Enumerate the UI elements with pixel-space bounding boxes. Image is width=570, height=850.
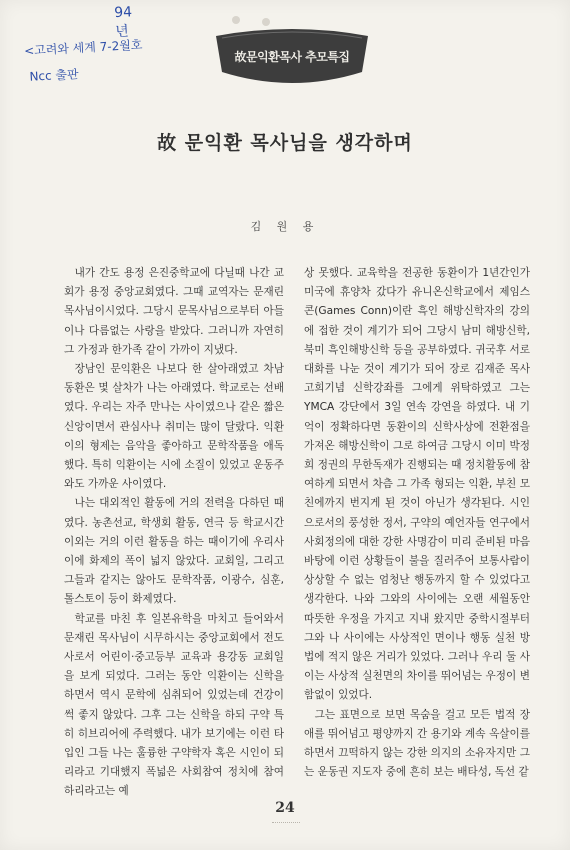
handnote-line: Ncc 출판: [29, 67, 79, 84]
paragraph: 그는 표면으로 보면 목숨을 걸고 모든 법적 장애를 뛰어넘고 평양까지 간 용기와 계속 옥살이를 하면서 끄떡하지 않는 강한 의지의 소유자지만 그는 운동권 지도자 중에 흔히 보는 배타성, 독선 같: [304, 708, 530, 779]
paragraph: 상 못했다. 교육학을 전공한 동환이가 1년간인가 미국에 휴양차 갔다가 유니온신학교에서 제임스 콘(Games Conn)이란 흑인 해방신학자의 강의에 접한 것이 계기가 되어 그당시 남미 해방신학, 북미 흑인해방신학 등을 공부하였다. 귀국후 서로 대화를 나눈 것이 계기가 되어 장로 김재준 목사 고희기념 신학강좌를 그에게 위탁하였고 그는 YMCA 강단에서 3일 연속 강연을 하였다. 내 기억이 정확하다면 동환이의 신학사상에 전환점을 가져온 해방신학이 그로 하여금 그당시 이미 박정희 정권의 무한독재가 진행되는 때 정치활동에 참여하게 되면서 차츰 그 가족 형되는 익환, 부친 모친에까지 번지게 된 것이 아닌가 생각된다. 시인으로서의 풍성한 정서, 구약의 예언자들 연구에서 사회정의에 대한 강한 사명감이 미리 준비된 마음바탕에 이런 상황들이 불을 질러주어 보통사람이 상상할 수 없는 엄청난 행동까지 할 수 있었다고 생각한다. 나와 그와의 사이에는 오랜 세월동안 따뜻한 우정을 가지고 지내 왔지만 중학시절부터 그와 나 사이에는 사상적인 면이나 행동 실천 방법에 적지 않은 거리가 있었다. 그러나 우리 둘 사이는 사상적 실천면의 차이를 뛰어넘는 우정이 변함없이 있었다.: [304, 267, 530, 702]
handnote-line: <고려와 세계 7-2월호: [23, 37, 143, 58]
paragraph: 학교를 마친 후 일본유학을 마치고 들어와서 문재린 목사님이 시무하시는 중앙교회에서 전도사로서 어린이·중고등부 교육과 용강동 교회일을 보게 되었다. 그러는 동안 익환이는 신학을 하면서 역시 문학에 심취되어 있었는데 건강이 썩 좋지 않았다. 그후 그는 신학을 하되 구약 특히 히브리어에 주력했다. 내가 보기에는 이런 타입인 그들 나는 훌륭한 구약학자 혹은 시인이 되리라고 기대했지 폭넓은 사회참여 정치에 참여하리라고는 예: [64, 612, 284, 798]
footer-mark: [272, 822, 300, 833]
banner-label: 故문익환목사 추모특집: [234, 50, 350, 64]
paragraph: 장남인 문익환은 나보다 한 살아래였고 차남 동환은 몇 살차가 나는 아래였다. 학교로는 선배였다. 우리는 자주 만나는 사이였으나 같은 짧은 신앙이면서 관심사나 취미는 많이 달랐다. 익환이의 형제는 음악을 좋아하고 문학작품을 애독했다. 특히 익환이는 시에 소질이 있었고 운동주와도 가까운 사이였다.: [64, 363, 284, 491]
author-name: 김 원 용: [250, 220, 320, 233]
paragraph: 내가 간도 용정 은진중학교에 다닐때 나간 교회가 용정 중앙교회였다. 그때 교역자는 문재린 목사님이시었다. 그당시 문목사님으로부터 아들이나 다름없는 사랑을 받았다. 그러니까 자연히 그 가정과 한가족 같이 가까이 지냈다.: [64, 267, 284, 356]
paragraph: 나는 대외적인 활동에 거의 전력을 다하던 때였다. 농촌선교, 학생회 활동, 연극 등 학교시간 이외는 거의 이런 활동을 하는 때이기에 우리사이에 화제의 폭이 넓지 않았다. 교회일, 그리고 그들과 같지는 않아도 문학작품, 이광수, 심훈, 톨스토이 등이 화제였다.: [64, 497, 284, 606]
section-banner: [212, 28, 372, 88]
page-number: 24: [275, 800, 295, 816]
article-title: 故 문익환 목사님을 생각하며: [157, 132, 413, 154]
text-column-right: [304, 264, 530, 782]
handnote-year: 94년: [113, 4, 133, 41]
text-column-left: [64, 264, 284, 802]
paper-mark: [262, 18, 270, 26]
paper-mark: [232, 16, 240, 24]
